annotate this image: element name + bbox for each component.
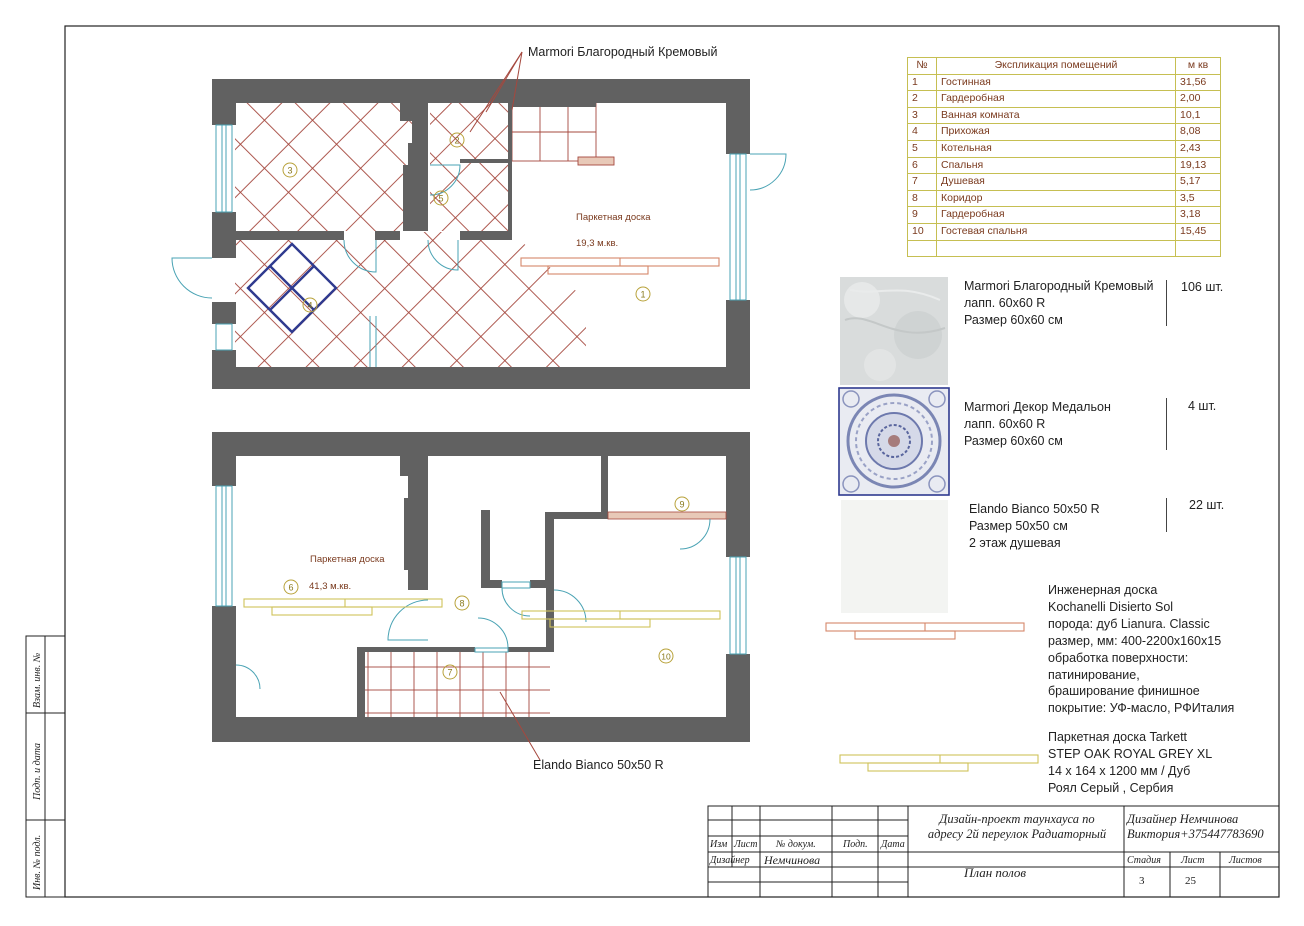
row-area: 15,45: [1176, 223, 1221, 240]
row-name: Гардеробная: [937, 207, 1176, 224]
material-2-qty: 4 шт.: [1188, 399, 1217, 413]
stage-label: Стадия: [1127, 855, 1161, 866]
table-row: [908, 190, 1221, 207]
explication-table: [907, 57, 1221, 257]
explication-header-num: №: [908, 58, 937, 75]
row-area: 5,17: [1176, 174, 1221, 191]
row-area: 2,00: [1176, 91, 1221, 108]
legend-board-yellow: [840, 755, 1038, 771]
floor1-parquet-label: Паркетная доска: [576, 212, 651, 223]
material-1-text: [964, 278, 1153, 329]
row-area: 3,5: [1176, 190, 1221, 207]
parquet-symbol-2: [244, 599, 720, 627]
eng-line-5: обработка поверхности:: [1048, 650, 1189, 665]
eng-line-1: Инженерная доска: [1048, 583, 1158, 597]
room-number-4: 4: [307, 300, 313, 311]
row-name: Ванная комната: [937, 107, 1176, 124]
room-number-3: 3: [287, 165, 293, 176]
engineered-board-text: [1048, 582, 1234, 717]
row-area: 8,08: [1176, 124, 1221, 141]
tarkett-board-text: [1048, 729, 1212, 797]
room-number-9: 9: [679, 499, 685, 510]
title-col-doc: № докум.: [776, 839, 816, 850]
table-row: [908, 140, 1221, 157]
tarkett-line-2: STEP OAK ROYAL GREY XL: [1048, 747, 1213, 761]
material-1-qty: 106 шт.: [1181, 280, 1224, 294]
title-name: Немчинова: [764, 853, 821, 867]
designer-line-1: Дизайнер Немчинова: [1127, 812, 1239, 826]
row-num: 5: [908, 140, 937, 157]
material-2-text: [964, 399, 1111, 450]
project-title: [912, 812, 1122, 842]
table-row: [908, 240, 1221, 257]
designer-line-2: Виктория+375447783690: [1127, 827, 1264, 841]
row-area: 2,43: [1176, 140, 1221, 157]
table-row: [908, 124, 1221, 141]
designer-info: [1127, 812, 1264, 842]
floor1-parquet-area: 19,3 м.кв.: [576, 238, 619, 249]
room-number-10: 10: [661, 651, 671, 662]
side-stamp-1: Взам. инв. №: [32, 652, 43, 708]
material-3-qty: 22 шт.: [1189, 498, 1225, 512]
table-row: [908, 174, 1221, 191]
eng-line-6: патинирование,: [1048, 667, 1140, 682]
sheet-title: План полов: [964, 865, 1027, 880]
row-name: Спальня: [937, 157, 1176, 174]
row-num: 6: [908, 157, 937, 174]
swatch-elando: [841, 500, 948, 613]
material-1-line-1: Marmori Благородный Кремовый: [964, 279, 1154, 293]
material-1-line-3: Размер 60x60 см: [964, 313, 1063, 327]
bottom-callout: Elando Bianco 50x50 R: [533, 758, 664, 772]
eng-line-4: размер, мм: 400-2200x160x15: [1048, 633, 1222, 648]
room-number-1: 1: [640, 289, 646, 300]
floor2-parquet-area: 41,3 м.кв.: [309, 581, 352, 592]
room-number-7: 7: [447, 667, 453, 678]
title-col-sign: Подп.: [843, 839, 868, 850]
row-name: [937, 240, 1176, 257]
project-title-line-1: Дизайн-проект таунхауса по: [939, 812, 1095, 826]
title-col-list: Лист: [734, 839, 758, 850]
table-row: [908, 157, 1221, 174]
eng-line-7: браширование финишное: [1048, 684, 1200, 699]
tarkett-line-4: Роял Серый , Сербия: [1048, 781, 1174, 795]
table-row: [908, 207, 1221, 224]
side-stamp-2: Подп. и дата: [32, 742, 43, 800]
room-number-5: 5: [438, 193, 444, 204]
room-number-2: 2: [454, 135, 460, 146]
material-2-line-2: лапп. 60x60 R: [964, 417, 1046, 431]
row-num: 2: [908, 91, 937, 108]
table-row: [908, 91, 1221, 108]
title-col-date: Дата: [881, 839, 905, 850]
explication-header-name: Экспликация помещений: [937, 58, 1176, 75]
material-3-line-3: 2 этаж душевая: [969, 536, 1061, 550]
project-title-line-2: адресу 2й переулок Радиаторный: [927, 827, 1107, 841]
floor-2-plan: [212, 432, 750, 742]
material-2-line-3: Размер 60x60 см: [964, 434, 1063, 448]
explication-header: [908, 58, 1221, 75]
room-number-8: 8: [459, 598, 465, 609]
material-3-text: [969, 501, 1100, 552]
sheets-value: 25: [1185, 875, 1196, 887]
room-number-6: 6: [288, 582, 294, 593]
row-area: 10,1: [1176, 107, 1221, 124]
title-role: Дизайнер: [710, 855, 750, 866]
sheet-label: Лист: [1181, 855, 1205, 866]
row-area: 19,13: [1176, 157, 1221, 174]
swatch-marble: [840, 277, 948, 385]
row-area: 3,18: [1176, 207, 1221, 224]
row-num: 9: [908, 207, 937, 224]
row-num: 10: [908, 223, 937, 240]
material-2-line-1: Marmori Декор Медальон: [964, 400, 1111, 414]
top-callout: Marmori Благородный Кремовый: [528, 45, 718, 59]
material-1-divider: [1166, 280, 1167, 326]
row-num: 4: [908, 124, 937, 141]
row-name: Котельная: [937, 140, 1176, 157]
floor2-parquet-label: Паркетная доска: [310, 554, 385, 565]
legend-board-orange: [826, 623, 1024, 639]
tarkett-line-3: 14 x 164 x 1200 мм / Дуб: [1048, 764, 1191, 778]
eng-line-8: покрытие: УФ-масло, РФИталия: [1048, 701, 1235, 716]
row-num: 7: [908, 174, 937, 191]
tarkett-line-1: Паркетная доска Tarkett: [1048, 730, 1188, 744]
table-row: [908, 74, 1221, 91]
eng-line-2: Kochanelli Disierto Sol: [1048, 599, 1174, 614]
explication-header-area: м кв: [1176, 58, 1221, 75]
row-name: Коридор: [937, 190, 1176, 207]
row-num: [908, 240, 937, 257]
row-num: 8: [908, 190, 937, 207]
title-col-izm: Изм: [710, 839, 728, 850]
row-num: 3: [908, 107, 937, 124]
row-name: Гардеробная: [937, 91, 1176, 108]
material-3-line-2: Размер 50x50 см: [969, 519, 1068, 533]
row-name: Прихожая: [937, 124, 1176, 141]
sheet-value: 3: [1139, 875, 1145, 887]
material-3-divider: [1166, 498, 1167, 532]
row-area: [1176, 240, 1221, 257]
row-name: Гостинная: [937, 74, 1176, 91]
material-1-line-2: лапп. 60x60 R: [964, 296, 1046, 310]
row-num: 1: [908, 74, 937, 91]
table-row: [908, 107, 1221, 124]
floor-1-plan: [172, 79, 786, 389]
row-name: Гостевая спальня: [937, 223, 1176, 240]
table-row: [908, 223, 1221, 240]
side-stamp-3: Инв. № подл.: [32, 834, 43, 890]
row-area: 31,56: [1176, 74, 1221, 91]
swatch-medallion: [839, 388, 949, 495]
material-3-line-1: Elando Bianco 50x50 R: [969, 502, 1100, 516]
row-name: Душевая: [937, 174, 1176, 191]
material-2-divider: [1166, 398, 1167, 450]
sheets-label: Листов: [1229, 855, 1262, 866]
eng-line-3: порода: дуб Lianura. Classic: [1048, 616, 1210, 631]
